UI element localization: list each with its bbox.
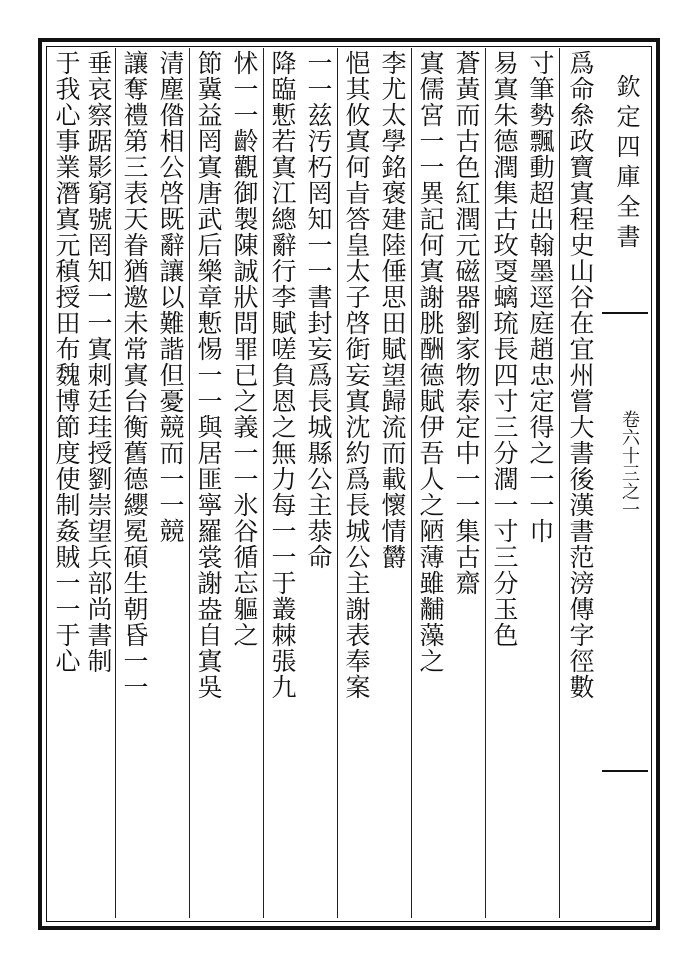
text-column-10: 怵一一齡觀御製陳誠狀問罪已之義一一氷谷循忘軀之: [230, 50, 259, 648]
text-column-12: 清塵偺相公啓既辭讓以難諧但憂競而一一競: [156, 50, 185, 544]
text-column-15: 于我心事業潛寘元稹授田布魏博節度使制姦賊一一于心: [52, 50, 81, 674]
fish-tail-mark-top: [602, 312, 648, 314]
text-column-1: 爲命叅政寶寘程史山谷在宜州嘗大書後漢書范滂傳字徑數: [566, 50, 595, 700]
text-column-4: 蒼黃而古色紅潤元磁器劉家物泰定中一一集古齋: [452, 50, 481, 596]
fish-tail-mark-bottom: [602, 770, 648, 772]
text-column-2: 寸筆勢飄動超出翰墨逕庭趙忠定得之一一巾: [526, 50, 555, 544]
text-column-6: 李尤太學銘褒建陸倕思田賦望歸流而載懷情欝: [378, 50, 407, 570]
text-column-14: 垂哀察踞影窮號罔知一一寘刺廷珪授劉崇望兵部尚書制: [84, 50, 113, 674]
text-column-13: 讓奪禮第三表天眷猶邀未常寘台衡舊德纓冕碩生朝昏一一: [120, 50, 149, 700]
margin-section-label: 卷六十三之一: [619, 410, 640, 518]
text-column-11: 節冀益罔寘唐武后樂章慙惕一一與居匪寧羅裳謝盎自寘吳: [194, 50, 223, 700]
text-column-3: 易寘朱德潤集古玫㪅螭琉長四寸三分濶一寸三分玉色: [490, 50, 519, 648]
page-margin-column: [602, 50, 648, 916]
text-column-5: 寘儒宮一一異記何寘謝朓酬德賦伊吾人之陋薄雖黼藻之: [416, 50, 445, 674]
text-column-7: 悒其攸寘何㫖答皇太子啓衘妄寘沈約爲長城公主謝表奉案: [342, 50, 371, 700]
text-column-8: 一一兹汚朽罔知一一書封妄爲長城縣公主㳟命: [304, 50, 333, 570]
text-column-9: 降臨慙若寘江總辭行李賦嗟負恩之無力每一一于叢棘張九: [268, 50, 297, 700]
margin-title: 欽定四庫全書: [612, 74, 640, 254]
